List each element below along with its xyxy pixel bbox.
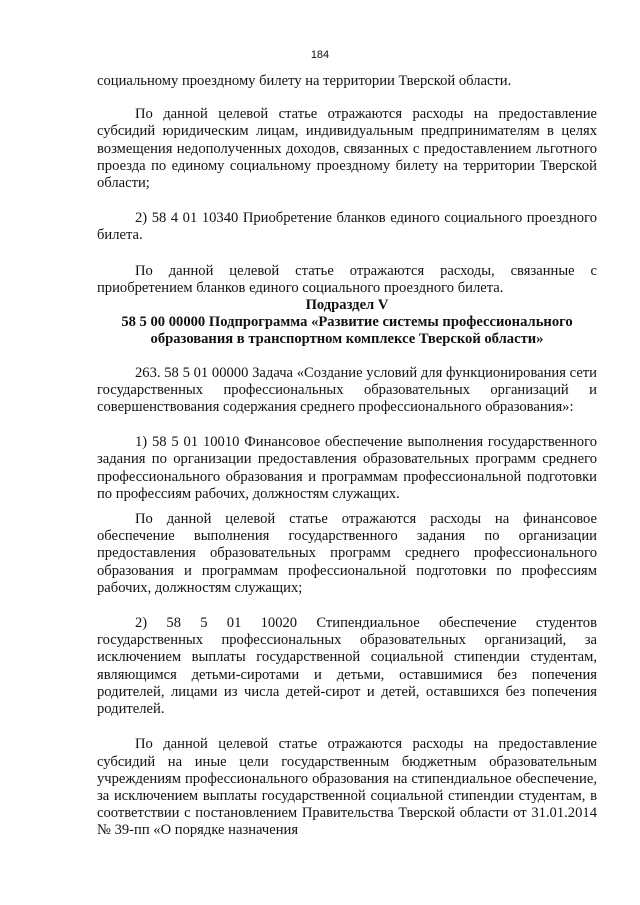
subsection-subtitle: 58 5 00 00000 Подпрограмма «Развитие системы профессионального образования в транспортном комплексе Тверской области»	[121, 314, 573, 348]
paragraph: По данной целевой статье отражаются расходы на предоставление субсидий юридическим лицам, индивидуальным предпринимателям в целях возмещения недополученных доходов, связанных с предоставлением льготного проезда по единому социальному проездному билету на территории Тверской области;	[97, 106, 597, 192]
paragraph-item: 2) 58 5 01 10020 Стипендиальное обеспечение студентов государственных профессиональных образовательных организаций, за исключением выплаты государственной социальной стипендии студентам, являющимся детьми-сиротами и детьми, оставшимися без попечения родителей, лицами из числа детей-сирот и детей, оставшихся без попечения родителей.	[97, 615, 597, 718]
document-body	[97, 73, 597, 840]
page-number: 184	[310, 49, 330, 61]
paragraph-item: 1) 58 5 01 10010 Финансовое обеспечение выполнения государственного задания по организации предоставления образовательных программ среднего профессионального образования и программам профессиональной подготовки по профессиям рабочих, должностям служащих.	[97, 434, 597, 502]
paragraph: По данной целевой статье отражаются расходы, связанные с приобретением бланков единого социального проездного билета.	[97, 262, 597, 296]
paragraph: По данной целевой статье отражаются расходы на предоставление субсидий на иные цели государственным бюджетным образовательным учреждениям профессионального образования на стипендиальное обеспечение, за исключением выплаты государственной социальной стипендии студентам, в соответствии с постановлением Правительства Тверской области от 31.01.2014 № 39-пп «О порядке назначения	[97, 736, 597, 839]
paragraph: По данной целевой статье отражаются расходы на финансовое обеспечение выполнения государственного задания по организации предоставления образовательных программ среднего профессионального образования и программам профессиональной подготовки по профессиям рабочих, должностям служащих;	[97, 511, 597, 596]
paragraph-task: 263. 58 5 01 00000 Задача «Создание условий для функционирования сети государственных профессиональных образовательных организаций и совершенствования содержания среднего профессионального образования»:	[97, 364, 597, 416]
subsection-title: Подраздел V	[305, 297, 389, 314]
paragraph-item: 2) 58 4 01 10340 Приобретение бланков единого социального проездного билета.	[97, 210, 597, 244]
paragraph-continuation: социальному проездному билету на территории Тверской области.	[97, 73, 512, 89]
